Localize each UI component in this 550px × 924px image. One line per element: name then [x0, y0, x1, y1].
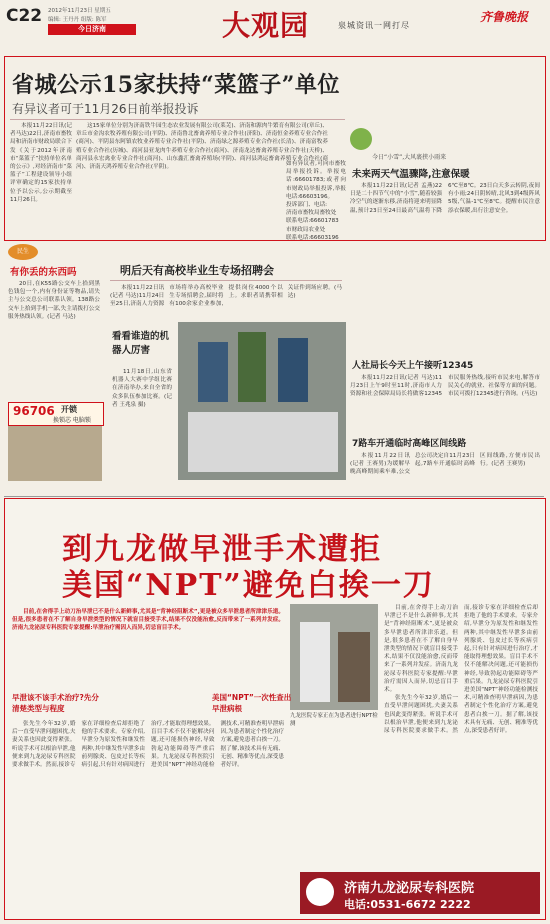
notice-badge: [8, 244, 38, 260]
phone-icon: [306, 878, 334, 906]
feature-photo-caption: 九龙医院专家正在为患者进行NPT检测: [290, 713, 378, 727]
robot-photo: [178, 322, 346, 480]
feature-body-right: 目前,在舍得手上动刀治早泄已不是什么新鲜事,尤其是“背神经阻断术”,更是被众多早泄患者所津津乐道。但是,很多患者在不了解自身早泄类型的情况下就盲目接受手术,结果不仅没能治愈,反而带来了一系列并发症。济南九龙泌尿专科医院专家提醒:早泄治疗需因人而异,切忌盲目手术。 张先生今年32岁,婚后一直受早泄问题困扰,夫妻关系也因此变得紧张。听说手术可以根治早泄,他便来到九龙泌尿专科医院要求做手术。然而,接诊专家在详细检查后却拒绝了他的手术要求。专家介绍,早泄分为原发性和继发性两种,其中继发性早泄多由前列腺炎、包皮过长等疾病引起,只有针对病因进行治疗,才能取得理想效果。盲目手术不仅不能解决问题,还可能损伤神经,导致勃起功能障碍等严重后果。九龙泌尿专科医院引进美国“NPT”神经功能检测技术,可精准查明早泄病因,为患者制定个性化治疗方案,避免患者白挨一刀。据了解,该技术具有无痛、无创、精准等优点,深受患者好评。: [384, 605, 538, 735]
section-divider: [4, 496, 544, 497]
lead-col-2: 这15家单位分别为济南铁牛园生态农业发展有限公司(莱芜)、济南和源肉牛繁育有限公司(章丘)、章丘市金沟农牧养殖有限公司(平阴)、济南鲁北畜禽养殖专业合作社(济阳)、济南恒金养殖专业合作社(商河)、平阴县东阿镇农牧业养殖专业合作社(平阴)、济南绿之源养殖专业合作社(长清)、济南富牧养殖专业合作社(历城)、商河县亚龙肉牛养殖专业合作社(商河)、济南龙达畜禽养殖专业合作社(天桥)、商河县永宏禽业专业合作社(商河)、山东鑫汇畜禽养殖场(平阴)、商河县鸿运畜禽养殖专业合作社(商河)、济南天鸿养殖专业合作社(平阴)。: [76, 123, 328, 171]
footer-hospital: 济南九龙泌尿专科医院: [344, 881, 475, 896]
feature-body: 张先生今年32岁,婚后一直受早泄问题困扰,夫妻关系也因此变得紧张。听说手术可以根治早泄,他便来到九龙泌尿专科医院要求做手术。然而,接诊专家在详细检查后却拒绝了他的手术要求。专家介绍,早泄分为原发性和继发性两种,其中继发性早泄多由前列腺炎、包皮过长等疾病引起,只有针对病因进行治疗,才能取得理想效果。盲目手术不仅不能解决问题,还可能损伤神经,导致勃起功能障碍等严重后果。九龙泌尿专科医院引进美国“NPT”神经功能检测技术,可精准查明早泄病因,为患者制定个性化治疗方案,避免患者白挨一刀。据了解,该技术具有无痛、无创、精准等优点,深受患者好评。: [12, 721, 284, 769]
robot-headline: 看看谁造的机器人厉害: [112, 331, 170, 356]
feature-intro: 目前,在舍得手上动刀治早泄已不是什么新鲜事,尤其是“背神经阻断术”,更是被众多早泄患者所津津乐道。但是,很多患者在不了解自身早泄类型的情况下就盲目接受手术,结果不仅没能治愈,反而带来了一系列并发症。济南九龙泌尿专科医院专家提醒:早泄治疗需因人而异,切忌盲目手术。: [12, 609, 284, 632]
column-title: 大观园: [222, 9, 310, 42]
contact-line: 济南市畜牧局畜牧处: [286, 210, 337, 217]
weather-tag: 今日“小雪”,大风裹挟小雨来: [372, 154, 447, 161]
notice-text: 20日,在K55路公交车上拾到黑色钱包一个,内有身份证等物品,请失主与公交总公司联系认领。138路公交车上拾到手机一部,失主请拨打公交服务热线认领。(记者 马达): [8, 281, 100, 320]
ad-sub: 换锁芯 电脑锁: [53, 417, 91, 424]
lead-subheadline: 有异议者可于11月26日前举报投诉: [12, 102, 199, 116]
hotline-text: 本报11月22日讯(记者 马达)11月23日上午9时至11时,济南市人力资源和社会保障局局长将做客12345市民服务热线,接听市民来电,解答市民关心的就业、社保等方面的问题。市民可拨打12345进行咨询。(马达): [350, 375, 540, 398]
feature-photo: [290, 604, 378, 710]
contact-line: 市财政局农业处: [286, 226, 326, 233]
contact-line: 联系电话:66601783: [286, 218, 339, 225]
date-line: 2012年11月23日 星期五: [48, 8, 111, 14]
job-fair-text: 本报11月22日讯(记者 马达)11月24日至25日,济南人力资源市场将举办高校毕业生专场招聘会,届时将有100余家企业参加,提供岗位4000个以上。求职者请携带相关证件到场应聘。(马达): [110, 285, 342, 308]
weather-icon: [350, 128, 372, 150]
notice-title: 有你丢的东西吗: [10, 267, 77, 278]
ad-photo: [8, 426, 102, 481]
lead-headline: 省城公示15家扶持“菜篮子”单位: [12, 72, 340, 98]
feature-sub-1: 早泄该不该手术治疗?先分清楚类型与程度: [12, 693, 99, 713]
tunnel-headline: 7路车开通临时高峰区间线路: [352, 439, 467, 449]
feature-footer: [300, 872, 540, 914]
section-tab[interactable]: 今日济南: [48, 24, 136, 35]
contact-line: 投诉部门、电话:: [286, 202, 328, 209]
contact-line: 联系电话:66603196: [286, 234, 339, 241]
lead-divider: [10, 119, 345, 120]
weather-text: 本报11月22日讯(记者 孟燕)22日是二十四节气中的“小雪”,随着较强冷空气的逐渐东移,济南将迎来明显降温,预计23日至24日最高气温将下降6℃至8℃。23日白天多云转阴,夜间有小雨;24日阴转晴,北风3到4级阵风5级,气温-1℃至8℃。提醒市民注意添衣保暖,出行注意安全。: [350, 183, 540, 214]
lead-contacts: 如有异议者,可向市畜牧局举报投诉。举报电话:66601783;或者向市财政局举报投诉,举报电话:66603196。 投诉部门、电话: 济南市畜牧局畜牧处 联系电话:66601783 市财政局农业处 联系电话:66603196: [286, 161, 346, 241]
robot-caption: 11月18日,山东省机器人大赛中学组比赛在济南举办,来自全省的众多队伍参加比赛。(记者 王兆泉 摄): [112, 369, 172, 408]
editors-line: 编辑: 王丹丹 组版: 陈军: [48, 17, 107, 23]
hotline-headline: 人社局长今天上午接听12345: [352, 361, 474, 371]
page-header: [0, 0, 550, 42]
tunnel-text: 本报11月22日讯(记者 王赛男)为缓解早晚高峰期间乘车难,公交总公司决定自11月23日起,7路车开通临时高峰区间线路,方便市民出行。(记者 王赛男): [350, 453, 540, 476]
locksmith-ad: [8, 402, 104, 426]
feature-sub-2: 美国“NPT”一次性查出早泄病根: [212, 693, 292, 713]
ad-label: 开锁: [61, 405, 77, 414]
ad-number: 96706: [13, 404, 55, 418]
lead-col-1: 本报11月22日讯(记者马达)22日,济南市畜牧局和济南市财政局联合下发《关于2012年济南市“菜篮子”扶持单位名单的公示》,对经济南市“菜篮子”工程建设领导小组评审确定的15家扶持单位予以公示,公示期截至11月26日。: [10, 123, 72, 203]
notice-badge-label: 民生: [16, 248, 29, 255]
brand-logo: 齐鲁晚报: [480, 10, 529, 24]
column-subtitle: 泉城资讯一网打尽: [338, 21, 410, 30]
feature-headline-1: 到九龙做早泄手术遭拒: [62, 532, 382, 567]
page-code: C22: [6, 6, 43, 26]
footer-phone[interactable]: 电话:0531-6672 2222: [344, 898, 471, 911]
weather-headline: 未来两天气温骤降,注意保暖: [352, 169, 470, 180]
job-fair-rule: [110, 280, 342, 281]
job-fair-headline: 明后天有高校毕业生专场招聘会: [120, 264, 274, 277]
feature-headline-2: 美国“NPT”避免白挨一刀: [62, 568, 435, 603]
